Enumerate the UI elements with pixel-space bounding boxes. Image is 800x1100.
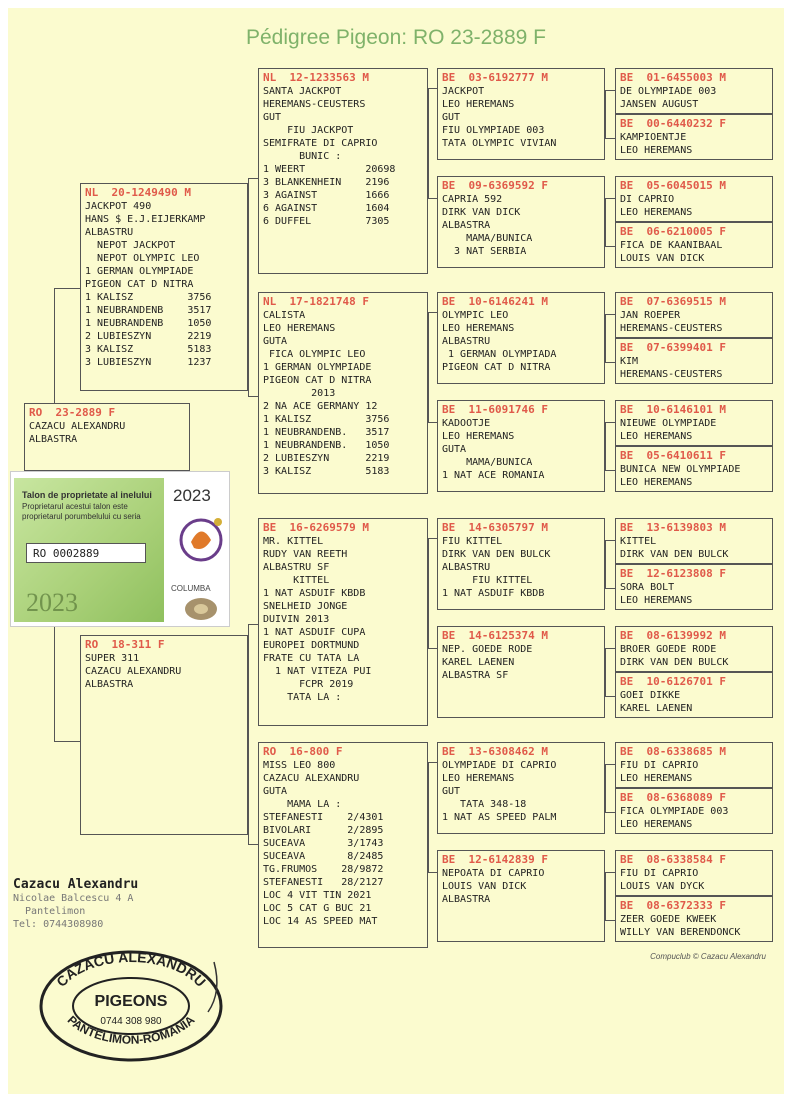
connector-line <box>605 138 615 139</box>
pigeon-info-line: MAMA/BUNICA <box>442 233 533 244</box>
pedigree-box-g4 <box>615 896 773 942</box>
pigeon-info-line: CAZACU ALEXANDRU <box>29 421 126 432</box>
pigeon-info-line: PIGEON CAT D NITRA <box>442 362 551 373</box>
pigeon-info-line: 1 WEERT 20698 <box>263 164 396 175</box>
pigeon-info-line: KITTEL <box>620 536 657 547</box>
pigeon-ring-id: BE 14-6125374 M <box>442 629 548 642</box>
connector-line <box>605 422 606 470</box>
connector-line <box>428 88 429 198</box>
pedigree-box-g4 <box>615 446 773 492</box>
pigeon-ring-id: BE 05-6410611 F <box>620 449 726 462</box>
connector-line <box>248 178 258 179</box>
connector-line <box>605 314 615 315</box>
pigeon-info-line: TG.FRUMOS 28/9872 <box>263 864 384 875</box>
pigeon-info-line: 1 KALISZ 3756 <box>85 292 212 303</box>
pigeon-ring-id: BE 08-6338685 M <box>620 745 726 758</box>
ring-card-line1: Talon de proprietate al inelului <box>22 490 152 500</box>
connector-line <box>605 90 606 138</box>
connector-line <box>428 312 429 422</box>
pedigree-box-g4 <box>615 564 773 610</box>
pigeon-info-line: 1 GERMAN OLYMPIADE <box>85 266 194 277</box>
pedigree-box-g3 <box>437 518 605 610</box>
pigeon-info-line: LOUIS VAN DYCK <box>620 881 705 892</box>
pigeon-info-line: 1 GERMAN OLYMPIADE <box>263 362 372 373</box>
pigeon-info-line: KAREL LAENEN <box>620 703 693 714</box>
pigeon-info-line: 1 NAT ASDUIF KBDB <box>263 588 366 599</box>
pigeon-info-line: BROER GOEDE RODE <box>620 644 717 655</box>
pigeon-info-line: SANTA JACKPOT <box>263 86 342 97</box>
pigeon-info-line: PIGEON CAT D NITRA <box>263 375 372 386</box>
connector-line <box>605 198 615 199</box>
pigeon-info-line: 2 LUBIESZYN 2219 <box>85 331 212 342</box>
pigeon-info-line: LEO HEREMANS <box>263 323 336 334</box>
pigeon-ring-id: BE 03-6192777 M <box>442 71 548 84</box>
pigeon-info-line: NEPOT JACKPOT <box>85 240 176 251</box>
pedigree-box-g3 <box>437 626 605 718</box>
pedigree-box-subject <box>24 403 190 471</box>
pigeon-info-line: KADOOTJE <box>442 418 491 429</box>
pigeon-info-line: JACKPOT <box>442 86 485 97</box>
pigeon-info-line: LEO HEREMANS <box>620 145 693 156</box>
pigeon-info-line: WILLY VAN BERENDONCK <box>620 927 741 938</box>
pigeon-ring-id: BE 09-6369592 F <box>442 179 548 192</box>
pigeon-info-line: 2013 <box>263 388 336 399</box>
pedigree-box-sire <box>80 183 248 391</box>
connector-line <box>605 470 615 471</box>
pigeon-info-line: LOC 5 CAT G BUC 21 <box>263 903 372 914</box>
pigeon-info-line: FICA OLYMPIADE 003 <box>620 806 729 817</box>
pigeon-info-line: FIU KITTEL <box>442 575 533 586</box>
pigeon-info-line: CAPRIA 592 <box>442 194 503 205</box>
pigeon-info-line: SNELHEID JONGE <box>263 601 348 612</box>
pigeon-info-line: JANSEN AUGUST <box>620 99 699 110</box>
pigeon-info-line: NEPOATA DI CAPRIO <box>442 868 545 879</box>
pigeon-ring-id: BE 00-6440232 F <box>620 117 726 130</box>
pigeon-info-line: EUROPEI DORTMUND <box>263 640 360 651</box>
footer-credit: Compuclub © Cazacu Alexandru <box>650 952 766 961</box>
pedigree-box-g4 <box>615 338 773 384</box>
pigeon-info-line: ALBASTRU <box>442 336 491 347</box>
pigeon-info-line: ALBASTRA <box>85 679 134 690</box>
connector-line <box>605 588 615 589</box>
pigeon-info-line: JACKPOT 490 <box>85 201 152 212</box>
pigeon-info-line: GOEI DIKKE <box>620 690 681 701</box>
pigeon-info-line: RUDY VAN REETH <box>263 549 348 560</box>
pigeon-info-line: OLYMPIADE DI CAPRIO <box>442 760 557 771</box>
pigeon-ring-id: BE 07-6399401 F <box>620 341 726 354</box>
connector-line <box>605 648 606 696</box>
pigeon-ring-id: BE 11-6091746 F <box>442 403 548 416</box>
pigeon-info-line: KITTEL <box>263 575 330 586</box>
pigeon-ring-id: BE 13-6139803 M <box>620 521 726 534</box>
pigeon-info-line: LEO HEREMANS <box>620 595 693 606</box>
pigeon-ring-id: BE 13-6308462 M <box>442 745 548 758</box>
pigeon-info-line: 1 NAT AS SPEED PALM <box>442 812 557 823</box>
pigeon-info-line: 3 BLANKENHEIN 2196 <box>263 177 390 188</box>
pigeon-ring-id: BE 08-6139992 M <box>620 629 726 642</box>
connector-line <box>605 648 615 649</box>
connector-line <box>605 812 615 813</box>
pigeon-info-line: BUNICA NEW OLYMPIADE <box>620 464 741 475</box>
pigeon-info-line: LEO HEREMANS <box>620 773 693 784</box>
pigeon-ring-id: BE 08-6368089 F <box>620 791 726 804</box>
pigeon-info-line: 1 KALISZ 3756 <box>263 414 390 425</box>
page-title: Pédigree Pigeon: RO 23-2889 F <box>245 26 547 49</box>
connector-line <box>605 540 615 541</box>
pigeon-info-line: LOUIS VAN DICK <box>620 253 705 264</box>
connector-line <box>428 198 437 199</box>
pigeon-info-line: ALBASTRA <box>29 434 78 445</box>
connector-line <box>605 872 606 920</box>
pigeon-info-line: KIM <box>620 356 639 367</box>
pigeon-info-line: STEFANESTI 28/2127 <box>263 877 384 888</box>
connector-line <box>54 288 55 403</box>
pigeon-info-line: LEO HEREMANS <box>620 819 693 830</box>
pigeon-info-line: 3 KALISZ 5183 <box>263 466 390 477</box>
pigeon-info-line: GUT <box>263 112 282 123</box>
pigeon-info-line: 1 NEUBRANDENB. 3517 <box>263 427 390 438</box>
pigeon-info-line: DE OLYMPIADE 003 <box>620 86 717 97</box>
pigeon-info-line: JAN ROEPER <box>620 310 681 321</box>
pigeon-info-line: 1 NAT VITEZA PUI <box>263 666 372 677</box>
pigeon-info-line: ALBASTRU <box>442 562 491 573</box>
pigeon-info-line: NEPOT OLYMPIC LEO <box>85 253 200 264</box>
pigeon-info-line: 1 NAT ASDUIF CUPA <box>263 627 366 638</box>
pigeon-info-line: GUTA <box>442 444 467 455</box>
connector-line <box>248 624 258 625</box>
connector-line <box>605 764 615 765</box>
connector-line <box>428 762 429 872</box>
pedigree-box-g4 <box>615 400 773 446</box>
connector-line <box>428 762 437 763</box>
pigeon-ring-id: BE 12-6142839 F <box>442 853 548 866</box>
stamp-center-text: PIGEONS <box>94 993 168 1010</box>
pigeon-info-line: 1 NAT ASDUIF KBDB <box>442 588 545 599</box>
pedigree-box-g4 <box>615 788 773 834</box>
pigeon-info-line: BUNIC : <box>263 151 342 162</box>
ring-card-year: 2023 <box>173 486 211 505</box>
pedigree-box-g4 <box>615 68 773 114</box>
pigeon-info-line: 3 LUBIESZYN 1237 <box>85 357 212 368</box>
pigeon-info-line: FIU DI CAPRIO <box>620 868 699 879</box>
pigeon-info-line: LEO HEREMANS <box>442 323 515 334</box>
pigeon-info-line: MAMA LA : <box>263 799 342 810</box>
pigeon-info-line: STEFANESTI 2/4301 <box>263 812 384 823</box>
pigeon-info-line: MR. KITTEL <box>263 536 324 547</box>
pigeon-info-line: HEREMANS-CEUSTERS <box>263 99 366 110</box>
owner-address-1: Nicolae Balcescu 4 A <box>13 893 134 904</box>
pigeon-info-line: ALBASTRU <box>85 227 134 238</box>
pedigree-box-g3 <box>437 292 605 384</box>
pigeon-info-line: SUCEAVA 8/2485 <box>263 851 384 862</box>
pigeon-info-line: SORA BOLT <box>620 582 675 593</box>
columba-logo-icon <box>176 512 226 582</box>
pigeon-info-line: 3 KALISZ 5183 <box>85 344 212 355</box>
pigeon-info-line: MAMA/BUNICA <box>442 457 533 468</box>
connector-line <box>605 246 615 247</box>
pedigree-box-g3 <box>437 68 605 160</box>
pigeon-ring-id: RO 18-311 F <box>85 638 165 651</box>
pigeon-info-line: FICA OLYMPIC LEO <box>263 349 366 360</box>
connector-line <box>605 540 606 588</box>
stamp-top-text: CAZACU ALEXANDRU <box>53 948 209 990</box>
pigeon-info-line: NIEUWE OLYMPIADE <box>620 418 717 429</box>
stamp-phone-text: 0744 308 980 <box>100 1016 162 1027</box>
svg-text:CAZACU ALEXANDRU <box>53 949 209 990</box>
pigeon-info-line: 1 NAT ACE ROMANIA <box>442 470 545 481</box>
pigeon-info-line: 3 AGAINST 1666 <box>263 190 390 201</box>
pedigree-box-g3 <box>437 850 605 942</box>
pigeon-info-line: FIU JACKPOT <box>263 125 354 136</box>
pigeon-info-line: FRATE CU TATA LA <box>263 653 360 664</box>
pedigree-box-sd <box>258 292 428 494</box>
pigeon-info-line: 1 NEUBRANDENB 1050 <box>85 318 212 329</box>
pigeon-info-line: DIRK VAN DEN BULCK <box>620 657 729 668</box>
pigeon-info-line: TATA 348-18 <box>442 799 527 810</box>
pigeon-info-line: HEREMANS-CEUSTERS <box>620 369 723 380</box>
pedigree-box-g4 <box>615 850 773 896</box>
pigeon-info-line: LEO HEREMANS <box>442 99 515 110</box>
pigeon-info-line: MISS LEO 800 <box>263 760 336 771</box>
pigeon-ring-id: BE 08-6372333 F <box>620 899 726 912</box>
connector-line <box>428 312 437 313</box>
pigeon-info-line: ALBASTRU SF <box>263 562 330 573</box>
pedigree-box-g4 <box>615 626 773 672</box>
pigeon-info-line: HANS $ E.J.EIJERKAMP <box>85 214 206 225</box>
pedigree-box-ss <box>258 68 428 274</box>
pigeon-info-line: SEMIFRATE DI CAPRIO <box>263 138 378 149</box>
pedigree-box-g4 <box>615 176 773 222</box>
pigeon-info-line: HEREMANS-CEUSTERS <box>620 323 723 334</box>
connector-line <box>605 422 615 423</box>
pigeon-info-line: NEP. GOEDE RODE <box>442 644 533 655</box>
pigeon-info-line: DIRK VAN DEN BULCK <box>442 549 551 560</box>
owner-info <box>13 877 138 931</box>
pigeon-info-line: KAMPIOENTJE <box>620 132 687 143</box>
pigeon-info-line: FCPR 2019 <box>263 679 354 690</box>
pedigree-box-g4 <box>615 742 773 788</box>
pigeon-ring-id: BE 06-6210005 F <box>620 225 726 238</box>
connector-line <box>605 90 615 91</box>
pigeon-info-line: 3 NAT SERBIA <box>442 246 527 257</box>
pigeon-info-line: DUIVIN 2013 <box>263 614 330 625</box>
pigeon-info-line: 6 DUFFEL 7305 <box>263 216 390 227</box>
ring-ownership-card <box>10 471 230 627</box>
pigeon-info-line: FIU OLYMPIADE 003 <box>442 125 545 136</box>
pedigree-box-dd <box>258 742 428 948</box>
pigeon-info-line: GUT <box>442 112 461 123</box>
ring-card-brand: COLUMBA <box>171 584 211 593</box>
owner-phone: Tel: 0744308980 <box>13 919 104 930</box>
connector-line <box>248 178 249 396</box>
owner-name: Cazacu Alexandru <box>13 877 139 892</box>
pigeon-ring-id: BE 16-6269579 M <box>263 521 369 534</box>
connector-line <box>248 844 258 845</box>
connector-line <box>248 396 258 397</box>
connector-line <box>605 362 615 363</box>
pigeon-info-line: SUCEAVA 3/1743 <box>263 838 384 849</box>
pigeon-info-line: ALBASTRA SF <box>442 670 509 681</box>
pedigree-box-dam <box>80 635 248 835</box>
connector-line <box>54 741 80 742</box>
pigeon-info-line: ZEER GOEDE KWEEK <box>620 914 717 925</box>
connector-line <box>605 920 615 921</box>
pigeon-info-line: ALBASTRA <box>442 220 491 231</box>
pigeon-info-line: FIU KITTEL <box>442 536 503 547</box>
pigeon-info-line: 1 NEUBRANDENB. 1050 <box>263 440 390 451</box>
pigeon-info-line: DIRK VAN DEN BULCK <box>620 549 729 560</box>
owner-stamp <box>36 944 226 1064</box>
pigeon-info-line: CAZACU ALEXANDRU <box>85 666 182 677</box>
connector-line <box>428 872 437 873</box>
pigeon-info-line: OLYMPIC LEO <box>442 310 509 321</box>
pigeon-ring-id: BE 10-6146101 M <box>620 403 726 416</box>
connector-line <box>54 288 80 289</box>
pigeon-info-line: LEO HEREMANS <box>442 431 515 442</box>
pigeon-info-line: LOUIS VAN DICK <box>442 881 527 892</box>
pigeon-ring-id: NL 12-1233563 M <box>263 71 369 84</box>
pigeon-info-line: LOC 14 AS SPEED MAT <box>263 916 378 927</box>
pedigree-sheet <box>8 8 784 1094</box>
connector-line <box>428 538 429 648</box>
pigeon-info-line: LEO HEREMANS <box>442 773 515 784</box>
pigeon-info-line: PIGEON CAT D NITRA <box>85 279 194 290</box>
pedigree-box-g4 <box>615 672 773 718</box>
pigeon-ring-id: RO 16-800 F <box>263 745 343 758</box>
pigeon-info-line: GUT <box>442 786 461 797</box>
pigeon-ring-id: BE 01-6455003 M <box>620 71 726 84</box>
pigeon-info-line: LEO HEREMANS <box>620 207 693 218</box>
connector-line <box>605 198 606 246</box>
pigeon-ring-id: BE 07-6369515 M <box>620 295 726 308</box>
pedigree-box-g3 <box>437 176 605 268</box>
connector-line <box>605 314 606 362</box>
pigeon-info-line: FICA DE KAANIBAAL <box>620 240 723 251</box>
pedigree-box-g4 <box>615 292 773 338</box>
pigeon-info-line: FIU DI CAPRIO <box>620 760 699 771</box>
pigeon-info-line: 2 LUBIESZYN 2219 <box>263 453 390 464</box>
pigeon-info-line: 6 AGAINST 1604 <box>263 203 390 214</box>
pigeon-ring-id: BE 05-6045015 M <box>620 179 726 192</box>
ring-card-year-large: 2023 <box>26 588 78 617</box>
connector-line <box>605 764 606 812</box>
pigeon-info-line: SUPER 311 <box>85 653 140 664</box>
pigeon-info-line: DI CAPRIO <box>620 194 675 205</box>
pigeon-info-line: LEO HEREMANS <box>620 477 693 488</box>
pigeon-info-line: KAREL LAENEN <box>442 657 515 668</box>
connector-line <box>605 872 615 873</box>
connector-line <box>248 624 249 844</box>
pigeon-info-line: CAZACU ALEXANDRU <box>263 773 360 784</box>
pigeon-ring-id: BE 10-6146241 M <box>442 295 548 308</box>
pigeon-ring-id: NL 20-1249490 M <box>85 186 191 199</box>
emblem-icon <box>181 596 221 622</box>
connector-line <box>428 88 437 89</box>
pigeon-info-line: DIRK VAN DICK <box>442 207 521 218</box>
pigeon-ring-id: NL 17-1821748 F <box>263 295 369 308</box>
pigeon-info-line: TATA OLYMPIC VIVIAN <box>442 138 557 149</box>
ring-number-field: RO 0002889 <box>26 543 146 563</box>
pigeon-info-line: 1 NEUBRANDENB 3517 <box>85 305 212 316</box>
pedigree-box-g4 <box>615 518 773 564</box>
pigeon-info-line: ALBASTRA <box>442 894 491 905</box>
pedigree-box-ds <box>258 518 428 726</box>
pigeon-info-line: CALISTA <box>263 310 306 321</box>
pigeon-info-line: GUTA <box>263 786 288 797</box>
stamp-bottom-text: PANTELIMON-ROMANIA <box>64 1012 198 1047</box>
pigeon-ring-id: RO 23-2889 F <box>29 406 116 419</box>
connector-line <box>605 696 615 697</box>
pigeon-info-line: TATA LA : <box>263 692 342 703</box>
ring-card-green-panel <box>14 478 164 622</box>
pigeon-info-line: LOC 4 VIT TIN 2021 <box>263 890 372 901</box>
pigeon-ring-id: BE 10-6126701 F <box>620 675 726 688</box>
pigeon-info-line: LEO HEREMANS <box>620 431 693 442</box>
ring-card-line3: proprietarul porumbelului cu seria <box>22 512 141 521</box>
connector-line <box>428 422 437 423</box>
pedigree-box-g3 <box>437 742 605 834</box>
connector-line <box>428 538 437 539</box>
ring-card-line2: Proprietarul acestui talon este <box>22 502 128 511</box>
owner-address-2: Pantelimon <box>13 906 86 917</box>
connector-line <box>428 648 437 649</box>
pigeon-info-line: 2 NA ACE GERMANY 12 <box>263 401 378 412</box>
pedigree-box-g4 <box>615 222 773 268</box>
pigeon-info-line: BIVOLARI 2/2895 <box>263 825 384 836</box>
pigeon-info-line: 1 GERMAN OLYMPIADA <box>442 349 557 360</box>
pigeon-ring-id: BE 12-6123808 F <box>620 567 726 580</box>
pigeon-info-line: GUTA <box>263 336 288 347</box>
pigeon-ring-id: BE 08-6338584 F <box>620 853 726 866</box>
pedigree-box-g3 <box>437 400 605 492</box>
pigeon-ring-id: BE 14-6305797 M <box>442 521 548 534</box>
pedigree-box-g4 <box>615 114 773 160</box>
